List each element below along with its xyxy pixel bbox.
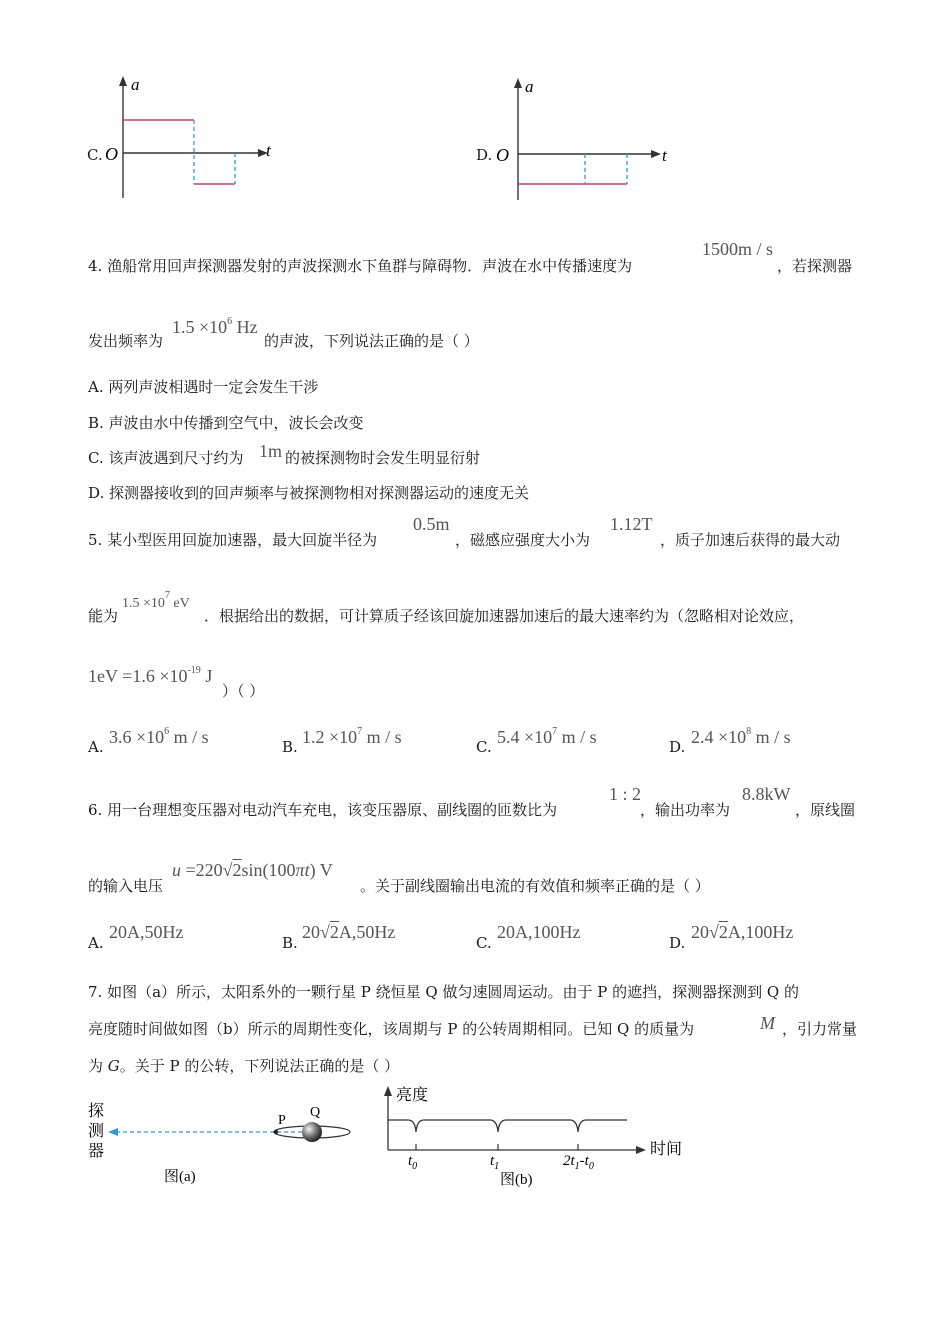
graph-c-x-label: t	[266, 141, 271, 160]
q6-option-d-value: 20√2A,100Hz	[691, 922, 794, 942]
q5-line1-mid: ，磁感应强度大小为	[455, 531, 591, 549]
graph-d	[495, 72, 695, 212]
q6-line1-mid: ，输出功率为	[640, 801, 731, 819]
fig-b-x-label: 时间	[650, 1141, 683, 1158]
q4-line1-end: ，若探测器	[777, 257, 853, 275]
graph-c-label: C.	[87, 146, 103, 164]
graph-c-y-arrow	[119, 76, 127, 86]
q4-line1: 4. 渔船常用回声探测器发射的声波探测水下鱼群与障碍物．声波在水中传播速度为	[88, 257, 633, 275]
q7-mass: M	[760, 1013, 775, 1033]
graph-d-x-arrow	[651, 150, 661, 158]
detector-char-2: 测	[88, 1123, 105, 1140]
q7-line2: 亮度随时间做如图（b）所示的周期性变化，该周期与 P 的公转周期相同。已知 Q 的质量为	[88, 1020, 695, 1038]
graph-d-y-arrow	[514, 78, 522, 88]
q5-line1-end: ，质子加速后获得的最大动	[660, 531, 841, 549]
detector-char-1: 探	[88, 1103, 105, 1120]
caption-a: 图(a)	[164, 1169, 196, 1185]
q6-option-a-label: A.	[88, 934, 104, 952]
q6-option-b-value: 20√2A,50Hz	[302, 922, 396, 942]
q6-turns-ratio: 1 : 2	[609, 784, 642, 804]
q5-option-a-value: $3.6 \times 10^6$ m / s	[109, 726, 209, 747]
graph-d-x-label: t	[662, 146, 667, 165]
q6-power: 8.8kW	[742, 784, 791, 804]
q6-line1-end: ，原线圈	[795, 801, 856, 819]
q7-line2-end: ，引力常量	[782, 1020, 858, 1038]
q5-option-d-value: $2.4 \times 10^8$ m / s	[691, 726, 791, 747]
q4-option-d: D. 探测器接收到的回声频率与被探测物相对探测器运动的速度无关	[88, 484, 530, 502]
q5-radius: 0.5m	[413, 514, 450, 534]
q6-voltage-expression: u =220√2sin(100πt) V	[172, 860, 333, 880]
label-p: P	[278, 1113, 286, 1128]
fig-b-y-label: 亮度	[396, 1087, 429, 1104]
q6-option-d-label: D.	[669, 934, 686, 952]
graph-d-origin: O	[496, 145, 509, 165]
star-q	[302, 1122, 322, 1142]
tick-label-t0: $t_0$	[408, 1153, 418, 1172]
q6-option-b-label: B.	[282, 934, 298, 952]
q4-option-c-end: 的被探测物时会发生明显衍射	[285, 449, 481, 467]
detector-char-3: 器	[88, 1143, 105, 1160]
q6-option-a-value: 20A,50Hz	[109, 922, 184, 942]
q4-option-c-size: 1m	[259, 441, 283, 461]
q4-line2: 发出频率为	[88, 332, 164, 350]
q5-option-c-value: $5.4 \times 10^7$ m / s	[497, 726, 597, 747]
graph-c	[100, 70, 300, 210]
q4-line2-end: 的声波，下列说法正确的是（ ）	[264, 332, 479, 350]
q5-ev-conversion: $1eV =1.6 \times 10^{-19}$ J	[88, 665, 213, 686]
figure-a	[80, 1090, 370, 1200]
fig-b-y-arrow	[384, 1086, 392, 1096]
q4-option-a: A. 两列声波相遇时一定会发生干涉	[88, 378, 319, 396]
q5-line2: 能为	[88, 607, 119, 625]
q4-speed: 1500m / s	[702, 239, 774, 259]
graph-c-y-label: a	[131, 75, 140, 94]
planet-p	[274, 1130, 278, 1134]
label-q: Q	[310, 1105, 321, 1120]
q5-energy: $1.5 \times 10^7$ eV	[122, 590, 190, 611]
fig-b-x-arrow	[636, 1146, 646, 1154]
q5-option-b-value: $1.2 \times 10^7$ m / s	[302, 726, 402, 747]
q6-option-c-label: C.	[476, 934, 492, 952]
q5-option-b-label: B.	[282, 738, 298, 756]
q5-field: 1.12T	[610, 514, 653, 534]
graph-d-y-label: a	[525, 77, 534, 96]
figure-b	[380, 1080, 710, 1195]
graph-d-label: D.	[476, 146, 493, 164]
caption-b: 图(b)	[500, 1172, 533, 1188]
q5-line2-end: ．根据给出的数据，可计算质子经该回旋加速器加速后的最大速率约为（忽略相对论效应，	[204, 607, 805, 625]
q7-line3: 为 G。关于 P 的公转，下列说法正确的是（ ）	[88, 1057, 400, 1075]
q5-option-d-label: D.	[669, 738, 686, 756]
q6-line1: 6. 用一台理想变压器对电动汽车充电，该变压器原、副线圈的匝数比为	[88, 801, 558, 819]
graph-c-origin: O	[105, 144, 118, 164]
q5-option-c-label: C.	[476, 738, 492, 756]
tick-label-t1: $t_1$	[490, 1153, 500, 1172]
q6-option-c-value: 20A,100Hz	[497, 922, 581, 942]
sightline-arrow	[108, 1128, 118, 1136]
q4-option-c: C. 该声波遇到尺寸约为	[88, 449, 244, 467]
q5-line1: 5. 某小型医用回旋加速器，最大回旋半径为	[88, 531, 378, 549]
brightness-curve	[388, 1120, 627, 1132]
q7-line1: 7. 如图（a）所示，太阳系外的一颗行星 P 绕恒星 Q 做匀速圆周运动。由于 P 的遮挡，探测器探测到 Q 的	[88, 983, 799, 1001]
tick-label-t2: $2t_1-t_0$	[563, 1153, 594, 1172]
q6-line2-end: 。关于副线圈输出电流的有效值和频率正确的是（ ）	[360, 877, 710, 895]
q5-option-a-label: A.	[88, 738, 104, 756]
q5-line3-end: ）（ ）	[222, 682, 265, 700]
q6-line2: 的输入电压	[88, 877, 164, 895]
q4-option-b: B. 声波由水中传播到空气中，波长会改变	[88, 414, 364, 432]
q4-frequency: $1.5 \times 10^6$ Hz	[172, 316, 258, 337]
